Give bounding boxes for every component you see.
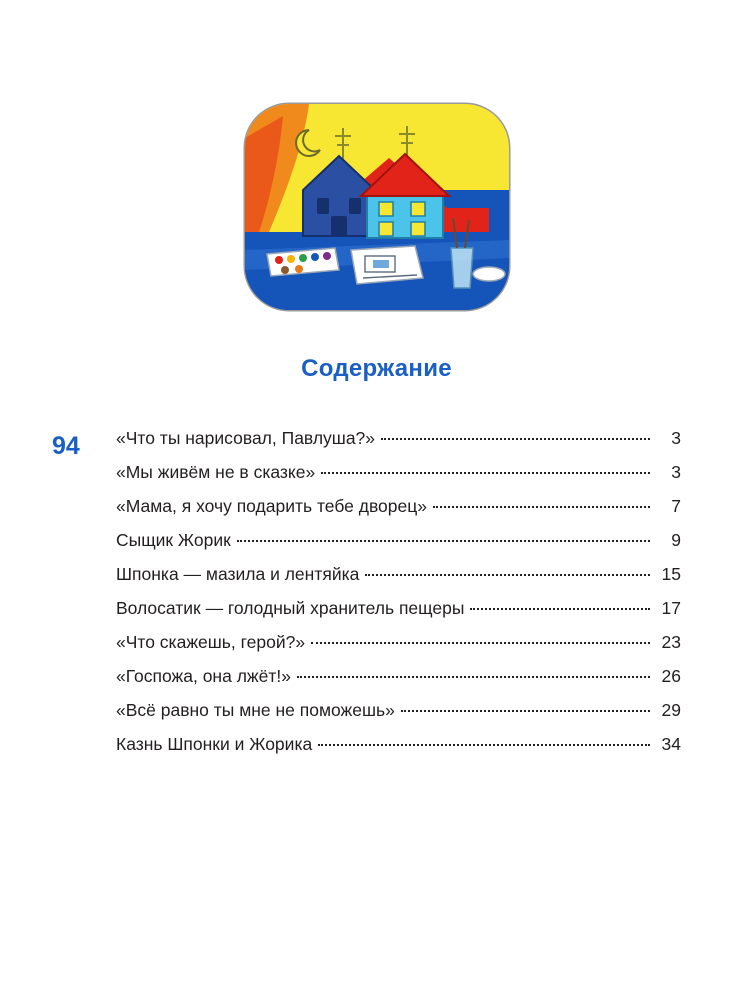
toc-leader-dots xyxy=(318,744,650,746)
toc-leader-dots xyxy=(365,574,650,576)
toc-entry[interactable] xyxy=(116,462,681,496)
toc-entry[interactable] xyxy=(116,564,681,598)
toc-entry-page: 17 xyxy=(661,598,681,618)
toc-entry-label: Волосатик — голодный хранитель пещеры xyxy=(116,598,465,618)
toc-entry-label: «Всё равно ты мне не поможешь» xyxy=(116,700,395,720)
toc-leader-dots xyxy=(401,710,650,712)
toc-entry[interactable] xyxy=(116,666,681,700)
toc-entry-label: «Что ты нарисовал, Павлуша?» xyxy=(116,428,376,448)
toc-leader-dots xyxy=(381,438,650,440)
toc-entry-label: Казнь Шпонки и Жорика xyxy=(116,734,313,754)
illustration-svg xyxy=(239,98,515,316)
toc-entry-label: Сыщик Жорик xyxy=(116,530,231,550)
toc-entry-label: «Госпожа, она лжёт!» xyxy=(116,666,291,686)
illustration-container xyxy=(0,98,753,316)
toc-entry[interactable] xyxy=(116,700,681,734)
toc-entry-page: 15 xyxy=(661,564,681,584)
toc-entry-page: 9 xyxy=(671,530,681,550)
toc-entry-label: «Мы живём не в сказке» xyxy=(116,462,316,482)
page-title: Содержание xyxy=(301,355,452,382)
toc-leader-dots xyxy=(311,642,650,644)
toc-entry-label: «Мама, я хочу подарить тебе дворец» xyxy=(116,496,428,516)
toc-entry[interactable] xyxy=(116,598,681,632)
toc-leader-dots xyxy=(321,472,650,474)
toc-entry-label: Шпонка — мазила и лентяйка xyxy=(116,564,360,584)
toc-entry-page: 26 xyxy=(661,666,681,686)
toc-leader-dots xyxy=(470,608,650,610)
toc-entry-page: 7 xyxy=(671,496,681,516)
toc-entry[interactable] xyxy=(116,734,681,768)
toc-entry[interactable] xyxy=(116,496,681,530)
page-number-marker: 94 xyxy=(52,432,80,460)
crayon-drawing-illustration xyxy=(239,98,515,316)
toc-leader-dots xyxy=(237,540,650,542)
toc-entry-page: 23 xyxy=(661,632,681,652)
toc-entry-page: 3 xyxy=(671,462,681,482)
toc-entry[interactable] xyxy=(116,632,681,666)
toc-leader-dots xyxy=(433,506,650,508)
toc-entry[interactable] xyxy=(116,530,681,564)
toc-entry-page: 29 xyxy=(661,700,681,720)
toc-entry-label: «Что скажешь, герой?» xyxy=(116,632,306,652)
toc-entry-page: 34 xyxy=(661,734,681,754)
toc-entry-page: 3 xyxy=(671,428,681,448)
toc-leader-dots xyxy=(297,676,650,678)
toc-entry[interactable] xyxy=(116,428,681,462)
table-of-contents xyxy=(116,428,681,768)
